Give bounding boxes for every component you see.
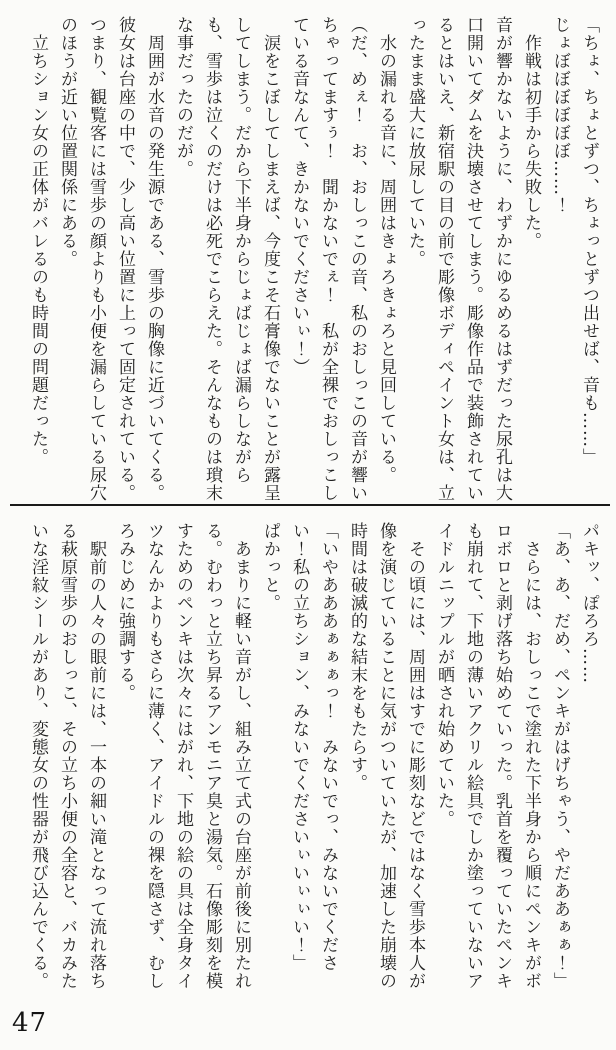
paragraph: 駅前の人々の眼前には、一本の細い滝となって流れ落ちる萩原雪歩のおしっこ、その立ち小便の全容と、バカみたいな淫紋シールがあり、変態女の性器が飛び込んでくる。	[28, 522, 106, 990]
paragraph: パキッ、ぽろろ……	[579, 522, 599, 684]
paragraph: 立ちション女の正体がバレるのも時間の問題だった。	[28, 34, 48, 466]
top-text-section	[13, 16, 603, 502]
paragraph: あまりに軽い音がし、組み立て式の台座が前後に別たれる。むわっと立ち昇るアンモニア臭と湯気。石像彫刻を模すためのペンキは次々にはがれ、下地の絵の具は全身タイツなんかよりもさらに薄く、アイドルの裸を隠さず、むしろみじめに強調する。	[115, 522, 251, 990]
paragraph: 水の漏れる音に、周囲はきょろきょろと見回している。	[376, 34, 396, 484]
paragraph: 涙をこぼしてしまえば、今度こそ石膏像でないことが露呈してしまう。だから下半身からじょばじょば漏らしながらも、雪歩は泣くのだけは必死でこらえた。そんなものは瑣末な事だったのだが。	[173, 16, 280, 502]
bottom-text-section	[13, 522, 603, 1006]
paragraph: さらには、おしっこで塗れた下半身から順にペンキがボロボロと剥げ落ち始めていった。乳首を覆っていたペンキも崩れて、下地の薄いアクリル絵具でしか塗っていないアイドルニップルが晒され始めていた。	[434, 522, 541, 990]
paragraph: 「いやあああぁぁぁっ！ みないでっ、みないでください！私の立ちション、みないでくださいぃいぃぃい！」	[289, 522, 338, 972]
paragraph: 「あ、あ、だめ、ペンキがはげちゃう、やだああぁぁ！」	[550, 522, 570, 990]
paragraph: 作戦は初手から失敗した。	[521, 34, 541, 250]
paragraph: 周囲が水音の発生源である、雪歩の胸像に近づいてくる。彼女は台座の中で、少し高い位置に上って固定されている。つまり、観覧客には雪歩の顔よりも小便を漏らしている尿穴のほうが近い位置関係にある。	[57, 16, 164, 502]
page-number: 47	[12, 1008, 48, 1038]
paragraph: （だ、めぇ！ お、おしっこの音、私のおしっこの音が響いちゃってますぅ！ 聞かないでぇ！ 私が全裸でおしっこしている音なんて、きかないでくださいぃ！）	[289, 16, 367, 502]
paragraph: その頃には、周囲はすでに彫刻などではなく雪歩本人が像を演じていることに気がついていたが、加速した崩壊の時間は破滅的な結末をもたらす。	[347, 522, 425, 990]
paragraph: じょぼぼぼぼぼぼ……！	[550, 16, 570, 214]
section-divider	[10, 504, 610, 506]
paragraph: ぱかっと。	[260, 522, 280, 612]
paragraph: 「ちょ、ちょとずつ、ちょっとずつ出せば、音も……」	[579, 16, 599, 466]
paragraph: 音が響かないように、わずかにゆるめるはずだった尿孔は大口開いてダムを決壊させてしまう。彫像作品で装飾されているとはいえ、新宿駅の目の前で彫像ボディペイント女は、立ったまま盛大に放尿していた。	[405, 16, 512, 502]
